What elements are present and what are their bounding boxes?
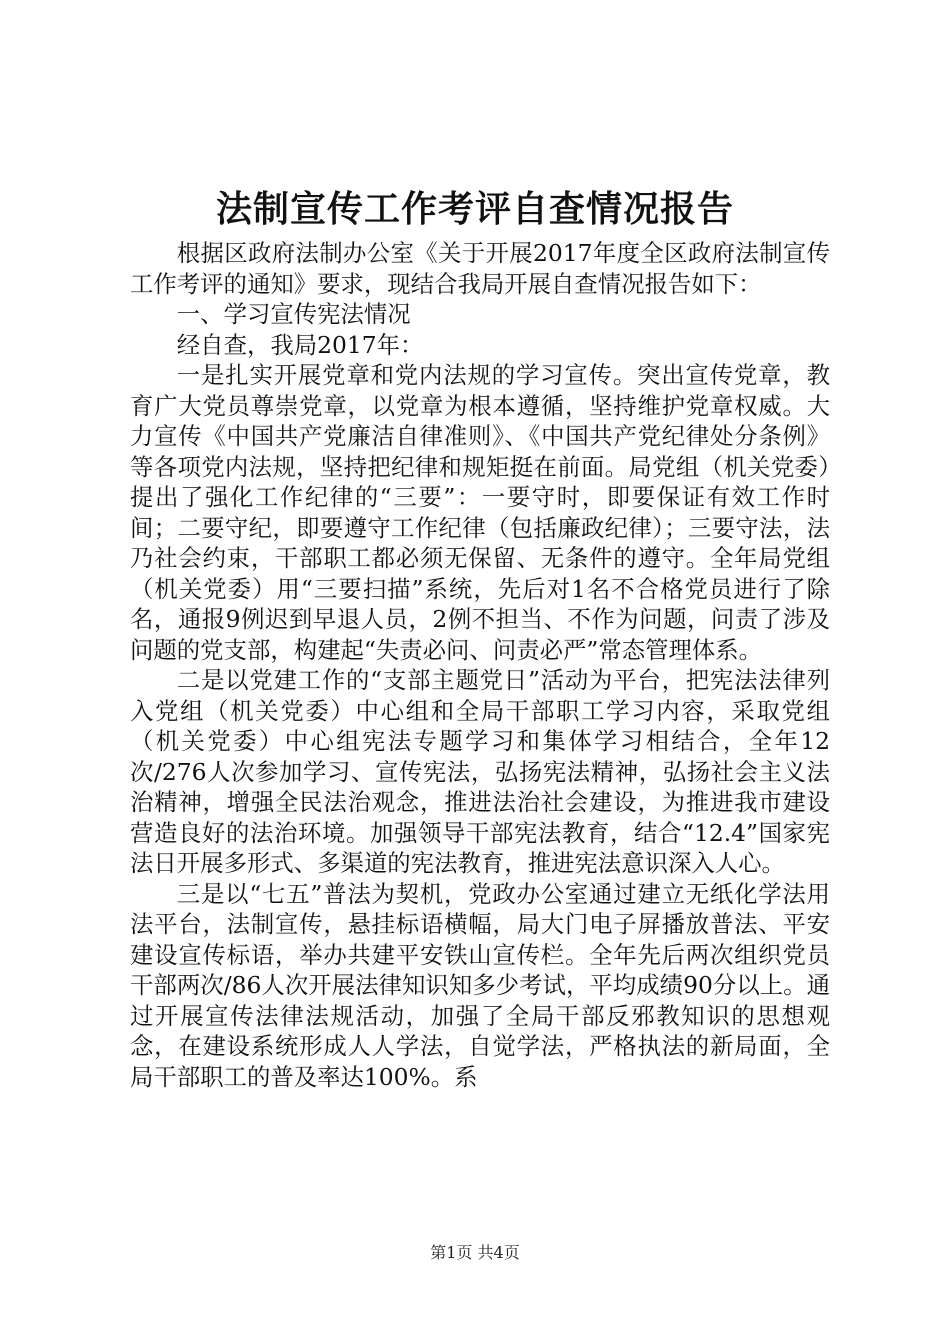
document-body (130, 238, 830, 1092)
paragraph-point-two: 二是以党建工作的“支部主题党日”活动为平台，把宪法法律列入党组（机关党委）中心组和全局干部职工学习内容，采取党组（机关党委）中心组宪法专题学习和集体学习相结合，全年12次/276人次参加学习、宣传宪法，弘扬宪法精神，弘扬社会主义法治精神，增强全民法治观念，推进法治社会建设，为推进我市建设营造良好的法治环境。加强领导干部宪法教育，结合“12.4”国家宪法日开展多形式、多渠道的宪法教育，推进宪法意识深入人心。 (130, 666, 830, 877)
page-number: 第1页 共4页 (430, 1243, 520, 1262)
paragraph-intro: 根据区政府法制办公室《关于开展2017年度全区政府法制宣传工作考评的通知》要求，现结合我局开展自查情况报告如下： (130, 239, 830, 298)
paragraph-point-one: 一是扎实开展党章和党内法规的学习宣传。突出宣传党章，教育广大党员尊崇党章，以党章为根本遵循，坚持维护党章权威。大力宣传《中国共产党廉洁自律准则》、《中国共产党纪律处分条例》等各项党内法规，坚持把纪律和规矩挺在前面。局党组（机关党委）提出了强化工作纪律的“三要”：一要守时，即要保证有效工作时间；二要守纪，即要遵守工作纪律（包括廉政纪律）；三要守法，法乃社会约束，干部职工都必须无保留、无条件的遵守。全年局党组（机关党委）用“三要扫描”系统，先后对1名不合格党员进行了除名，通报9例迟到早退人员，2例不担当、不作为问题，问责了涉及问题的党支部，构建起“失责必问、问责必严”常态管理体系。 (130, 361, 830, 664)
document-title: 法制宣传工作考评自查情况报告 (215, 188, 734, 230)
paragraph-point-three: 三是以“七五”普法为契机，党政办公室通过建立无纸化学法用法平台，法制宣传，悬挂标语横幅，局大门电子屏播放普法、平安建设宣传标语，举办共建平安铁山宣传栏。全年先后两次组织党员干部两次/86人次开展法律知识知多少考试，平均成绩90分以上。通过开展宣传法律法规活动，加强了全局干部反邪教知识的思想观念，在建设系统形成人人学法，自觉学法，严格执法的新局面，全局干部职工的普及率达100%。系 (130, 879, 830, 1091)
section-heading: 一、学习宣传宪法情况 (176, 300, 411, 328)
paragraph-self-check: 经自查，我局2017年： (176, 330, 424, 359)
